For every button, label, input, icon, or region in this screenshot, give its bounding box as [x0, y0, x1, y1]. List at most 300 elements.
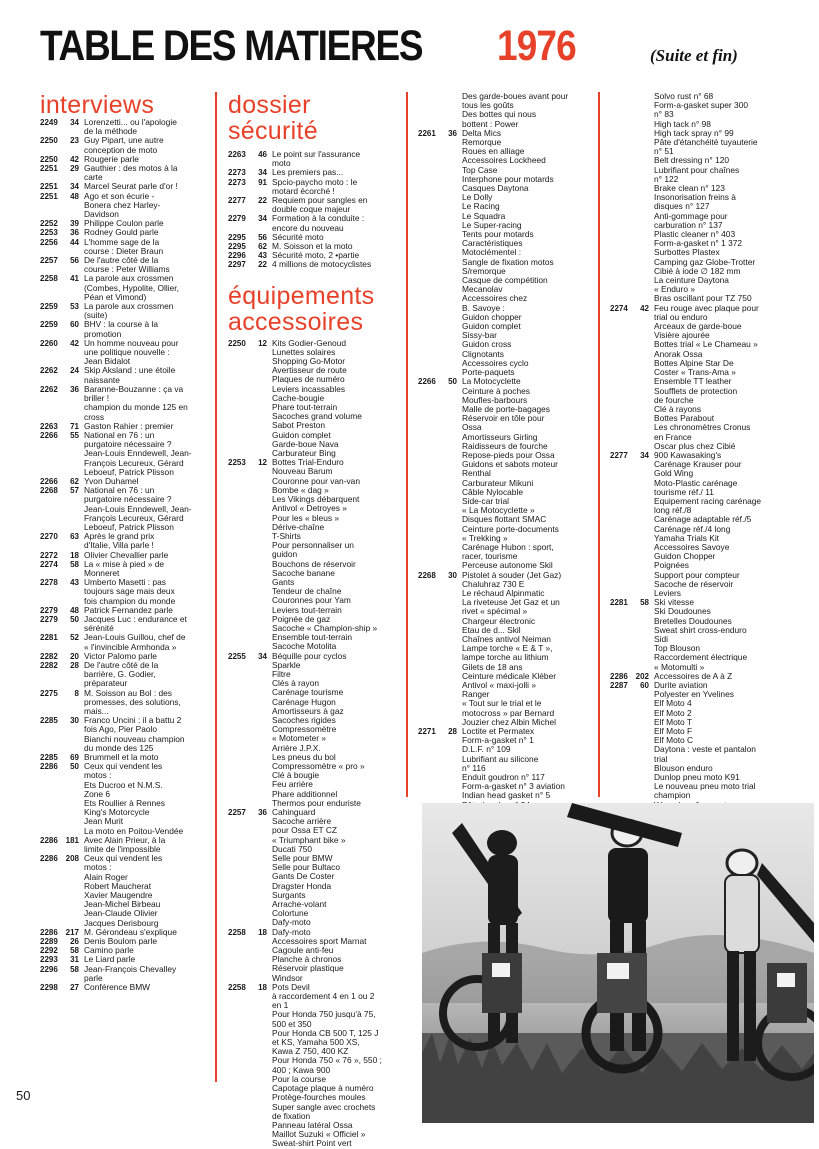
entry-line: Gants	[272, 576, 295, 587]
entry-line: Baranne-Bouzanne : ça va	[84, 383, 184, 394]
entry-line: Coster « Trans-Ama »	[654, 367, 736, 378]
entry-line: Gold Wing	[654, 468, 694, 479]
entry-line: Jean-Louis Guillou, chef de	[84, 632, 186, 643]
issue-number: 2251	[40, 164, 58, 174]
entry-line: Capotage plaque à numéro	[272, 1083, 374, 1094]
entry-line: La riveteuse Jet Gaz et un	[462, 597, 560, 608]
issue-number: 2274	[40, 559, 58, 569]
entry-line: Avertisseur de route	[272, 365, 347, 376]
issue-number: 2251	[40, 191, 58, 201]
entry-line: de fixation	[272, 1110, 311, 1121]
page-ref: 60	[70, 320, 79, 330]
page-ref: 12	[258, 338, 267, 348]
issue-number: 2261	[418, 128, 436, 138]
section-title-securite: sécurité	[228, 117, 318, 145]
page-ref: 23	[70, 136, 79, 146]
toc-entry	[40, 274, 210, 302]
entry-line: Ceux qui vendent les	[84, 761, 163, 772]
entry-line: Indian head gasket n° 5	[462, 790, 551, 801]
entry-line: parle	[84, 972, 103, 983]
entry-line: disques n° 127	[654, 201, 710, 212]
entry-line: Ceux qui vendent les	[84, 853, 163, 864]
entry-line: Insonorisation freins à	[654, 192, 736, 203]
entry-text	[84, 366, 210, 384]
entry-line: Pour personnaliser un	[272, 540, 354, 551]
entry-line: National en 76 : un	[84, 429, 155, 440]
entry-line: moto	[272, 158, 291, 169]
entry-text	[272, 928, 400, 983]
entry-line: Conférence BMW	[84, 982, 151, 993]
entry-line: à raccordement 4 en 1 ou 2	[272, 991, 375, 1002]
entry-text	[84, 486, 210, 532]
entry-line: B. Savoye :	[462, 302, 505, 313]
page-ref: 69	[70, 753, 79, 763]
entry-list	[228, 339, 400, 1149]
entry-line: Panneau latéral Ossa	[272, 1119, 353, 1130]
entry-text	[654, 92, 800, 304]
toc-entry	[40, 689, 210, 717]
entry-line: Planche à chronos	[272, 954, 342, 965]
entry-line: Ensemble tout-terrain	[272, 632, 353, 643]
entry-line: Le Super-racing	[462, 219, 522, 230]
entry-line: Top Case	[462, 164, 498, 175]
entry-line: guidon	[272, 549, 298, 560]
entry-text	[654, 598, 800, 672]
entry-line: Xavier Maugendre	[84, 890, 153, 901]
entry-line: Gaston Rahier : premier	[84, 420, 174, 431]
entry-line: Camino parle	[84, 945, 134, 956]
entry-line: Carénage Krauser pour	[654, 459, 742, 470]
entry-line: Le réchaud Alpinmatic	[462, 587, 545, 598]
entry-line: Form-a-gasket n° 1 372	[654, 238, 743, 249]
entry-line: Accessoires sport Marnat	[272, 935, 367, 946]
entry-line: Chargeur électronic	[462, 615, 536, 626]
entry-line: du monde des 125	[84, 742, 154, 753]
toc-entry	[228, 196, 400, 214]
entry-line: Kits Godier-Genoud	[272, 337, 347, 348]
entry-line: Delta Mics	[462, 127, 502, 138]
page-ref: 34	[258, 651, 267, 661]
entry-line: Pour Honda 750 « 76 », 550 ;	[272, 1055, 382, 1066]
entry-text	[84, 256, 210, 274]
entry-line: « Trekking »	[462, 532, 508, 543]
entry-line: racer, tourisme	[462, 551, 518, 562]
page-ref: 52	[70, 633, 79, 643]
issue-number: 2266	[40, 430, 58, 440]
toc-entry	[40, 164, 210, 182]
entry-list	[610, 92, 800, 819]
entry-line: Marcel Seurat parle d'or !	[84, 181, 178, 192]
entry-line: Skip Aksland : une étoile	[84, 365, 176, 376]
entry-line: Antivol « Detroyes »	[272, 503, 347, 514]
entry-line: Davidson	[84, 209, 119, 220]
entry-line: La ceinture Daytona	[654, 275, 729, 286]
entry-line: Mecanolav	[462, 284, 503, 295]
entry-line: Casques Daytona	[462, 183, 529, 194]
page-ref: 181	[65, 835, 79, 845]
entry-line: Feu rouge avec plaque pour	[654, 302, 759, 313]
entry-text	[84, 164, 210, 182]
toc-entry	[40, 339, 210, 367]
page-ref: 42	[70, 154, 79, 164]
entry-line: Ets Roullier à Rennes	[84, 798, 165, 809]
entry-line: Ago et son écurie -	[84, 190, 155, 201]
entry-line: 4 millions de motocyclistes	[272, 259, 372, 270]
section-title-dossier: dossier	[228, 91, 311, 119]
entry-line: Carénage Hugon	[272, 696, 336, 707]
entry-line: Leviers tout-terrain	[272, 604, 342, 615]
entry-line: Ceinture médicale Kléber	[462, 670, 557, 681]
entry-line: La Motocyclette	[462, 376, 521, 387]
page-ref: 202	[635, 671, 649, 681]
entry-line: Gauthier : des motos à la	[84, 163, 178, 174]
entry-line: Ducati 750	[272, 843, 313, 854]
entry-text	[272, 339, 400, 459]
issue-number: 2259	[40, 302, 58, 312]
entry-line: Jean-Michel Birbeau	[84, 899, 161, 910]
entry-line: High tack spray n° 99	[654, 127, 734, 138]
entry-text	[654, 681, 800, 819]
page-ref: 208	[65, 854, 79, 864]
entry-text	[84, 339, 210, 367]
column-interviews	[40, 92, 210, 992]
toc-entry	[418, 571, 594, 727]
issue-number: 2271	[418, 727, 436, 737]
issue-number: 2275	[40, 688, 58, 698]
issue-number: 2298	[40, 983, 58, 993]
entry-line: Lorenzetti... ou l'apologie	[84, 117, 177, 127]
entry-line: Pots Devil	[272, 981, 310, 992]
entry-line: M. Soisson au Bol : des	[84, 687, 172, 698]
issue-number: 2286	[40, 762, 58, 772]
entry-line: Clignotants	[462, 348, 504, 359]
entry-line: Jacques Luc : endurance et	[84, 613, 187, 624]
entry-line: Elf Moto C	[654, 735, 694, 746]
entry-line: Pour la course	[272, 1073, 326, 1084]
entry-line: Anti-gommage pour	[654, 210, 728, 221]
toc-entry	[40, 965, 210, 983]
entry-line: High tack n° 98	[654, 118, 711, 129]
entry-line: King's Motorcycle	[84, 807, 150, 818]
entry-line: Pour Honda CB 500 T, 125 J	[272, 1027, 379, 1038]
page-ref	[443, 92, 457, 129]
page-ref	[635, 92, 649, 304]
entry-line: Form-a-gasket n° 3 aviation	[462, 781, 565, 792]
issue-number: 2281	[610, 598, 628, 608]
entry-line: Des garde-boues avant pour	[462, 91, 569, 101]
toc-entry	[418, 129, 594, 377]
entry-line: Couronne pour van-van	[272, 475, 360, 486]
issue-number: 2250	[40, 136, 58, 146]
entry-line: Carburateur Bing	[272, 448, 336, 459]
entry-line: Ensemble TT leather	[654, 376, 732, 387]
entry-line: 900 Kawasaking's	[654, 449, 722, 460]
entry-line: (Combes, Hypolite, Ollier,	[84, 282, 179, 293]
issue-number: 2266	[40, 476, 58, 486]
entry-line: La parole aux crossmen	[84, 273, 174, 284]
entry-text	[272, 196, 400, 214]
entry-line: « Triumphant bike »	[272, 834, 346, 845]
entry-line: Ski Doudounes	[654, 606, 711, 617]
issue-number: 2274	[610, 303, 628, 313]
entry-text	[84, 560, 210, 578]
toc-entry	[40, 836, 210, 854]
entry-line: Olivier Chevallier parle	[84, 549, 169, 560]
toc-entry	[40, 256, 210, 274]
entry-text	[84, 633, 210, 651]
entry-line: Casque de compétition	[462, 275, 548, 286]
entry-line: Guidon Chopper	[654, 551, 716, 562]
entry-line: Motoclémentel :	[462, 247, 522, 258]
entry-text	[462, 92, 594, 129]
entry-line: Clé à rayons	[654, 403, 702, 414]
entry-line: Bottes Trial-Enduro	[272, 457, 344, 468]
issue-number: 2285	[40, 716, 58, 726]
entry-line: Feu arrière	[272, 779, 313, 790]
toc-entry	[40, 983, 210, 992]
entry-line: Soufflets de protection	[654, 385, 738, 396]
entry-line: Jean Murit	[84, 816, 124, 827]
entry-line: Formation à la conduite :	[272, 213, 365, 224]
page-ref: 46	[258, 150, 267, 159]
page-ref: 91	[258, 177, 267, 187]
entry-line: De l'autre côté de la	[84, 659, 159, 670]
entry-line: Réservoir en tôle pour	[462, 413, 545, 424]
entry-line: Pour les « bleus »	[272, 512, 340, 523]
entry-line: Amortisseurs à gaz	[272, 705, 344, 716]
entry-line: Repose-pieds pour Ossa	[462, 449, 555, 460]
entry-line: Accessoires cyclo	[462, 357, 529, 368]
page-ref: 30	[70, 716, 79, 726]
toc-entry	[418, 92, 594, 129]
entry-line: Dérive-chaîne	[272, 521, 325, 532]
entry-line: Des bottes qui nous	[462, 109, 537, 120]
entry-line: Accessoires de A à Z	[654, 670, 733, 681]
entry-line: n° 116	[462, 762, 486, 773]
entry-line: Sabot Preston	[272, 420, 326, 431]
entry-text	[84, 136, 210, 154]
toc-entry	[40, 560, 210, 578]
entry-line: Robert Maucherat	[84, 880, 152, 891]
entry-line: Tendeur de chaîne	[272, 586, 342, 597]
entry-line: Poignées	[654, 560, 689, 571]
entry-list	[228, 150, 400, 270]
entry-line: Moto-Plastic carénage	[654, 477, 738, 488]
entry-line: Raidisseurs de fourche	[462, 440, 548, 451]
entry-line: Sacoche banane	[272, 567, 335, 578]
entry-line: Requiem pour sangles en	[272, 195, 368, 206]
entry-line: Remorque	[462, 137, 502, 148]
entry-line: « Motomulti »	[654, 661, 705, 672]
issue-number: 2296	[228, 251, 246, 261]
section-title-accessoires: accessoires	[228, 307, 364, 336]
issue-number: 2259	[40, 320, 58, 330]
entry-line: Jean-Louis Enndewell, Jean-	[84, 503, 192, 514]
page-ref: 24	[70, 366, 79, 376]
entry-line: Malle de porte-bagages	[462, 403, 550, 414]
entry-line: en 1	[272, 1000, 289, 1011]
entry-line: Jean-Claude Olivier	[84, 908, 158, 919]
page-ref: 56	[258, 232, 267, 242]
issue-number: 2279	[40, 614, 58, 624]
entry-line: Sparkle	[272, 659, 301, 670]
entry-line: Antivol « maxi-jolli »	[462, 680, 537, 690]
entry-line: Accessoires Lockheed	[462, 155, 546, 166]
entry-line: conception de moto	[84, 144, 158, 155]
toc-entry	[610, 304, 800, 451]
page-ref: 41	[70, 274, 79, 284]
entry-line: Ranger	[462, 689, 490, 700]
entry-text	[84, 716, 210, 753]
toc-entry	[610, 598, 800, 672]
page-ref: 29	[70, 164, 79, 174]
entry-line: double coque majeur	[272, 204, 351, 215]
entry-line: en France	[654, 431, 692, 442]
entry-line: Carénage tourisme	[272, 687, 344, 698]
issue-number: 2295	[228, 242, 246, 252]
entry-line: Colortune	[272, 908, 309, 919]
entry-line: De l'autre côté de la	[84, 255, 159, 266]
page-ref: 50	[448, 377, 457, 387]
issue-number: 2277	[228, 196, 246, 206]
entry-line: toujours sage mais deux	[84, 586, 175, 597]
entry-line: Polyester en Yvelines	[654, 689, 734, 700]
entry-line: Les chronomètres Cronus	[654, 422, 751, 433]
entry-line: Yamaha Trials Kit	[654, 532, 720, 543]
entry-line: fois Ago, Pier Paolo	[84, 724, 158, 735]
toc-entry	[40, 615, 210, 633]
entry-text	[84, 302, 210, 320]
entry-line: Enduit goudron n° 117	[462, 772, 545, 783]
photo-motocross-riders	[422, 803, 814, 1123]
entry-line: Couronnes pour Yam	[272, 595, 351, 606]
entry-line: Leboeuf, Patrick Plisson	[84, 521, 174, 532]
entry-text	[84, 118, 210, 136]
toc-entry	[40, 661, 210, 689]
entry-line: Bretelles Doudounes	[654, 615, 732, 626]
entry-line: Victor Palomo parle	[84, 650, 157, 661]
toc-entry	[40, 431, 210, 477]
issue-number: 2286	[610, 671, 628, 681]
issue-number: 2286	[40, 854, 58, 864]
entry-line: Cagoule anti-feu	[272, 945, 334, 956]
entry-line: Plastic cleaner n° 403	[654, 229, 736, 240]
entry-text	[272, 652, 400, 808]
entry-line: Sacoche « Champion-ship »	[272, 622, 378, 633]
issue-number: 2258	[40, 274, 58, 284]
entry-list	[40, 118, 210, 992]
entry-text	[84, 238, 210, 256]
entry-line: Raccordement électrique	[654, 652, 748, 663]
entry-line: Béquille pour cyclos	[272, 650, 347, 661]
toc-entry	[40, 532, 210, 550]
page-number: 50	[16, 1088, 31, 1103]
entry-line: de fourche	[654, 394, 694, 405]
entry-line: Dragster Honda	[272, 880, 332, 891]
entry-line: Porte-paquets	[462, 367, 515, 378]
entry-text	[462, 129, 594, 377]
entry-line: Après le grand prix	[84, 531, 155, 542]
entry-line: Pistolet à souder (Jet Gaz)	[462, 569, 562, 580]
page-ref: 58	[640, 598, 649, 608]
toc-entry	[40, 238, 210, 256]
entry-line: Protège-fourches moules	[272, 1092, 366, 1103]
toc-entry	[228, 652, 400, 808]
entry-line: Form-a-gasket n° 1	[462, 735, 534, 746]
page-ref: 43	[258, 251, 267, 261]
entry-text	[272, 458, 400, 651]
entry-line: Bombe « dag »	[272, 484, 329, 495]
entry-line: Les premiers pas...	[272, 167, 344, 178]
issue-number: 2263	[40, 421, 58, 431]
issue-number: 2250	[228, 338, 246, 348]
entry-line: Jouzier chez Albin Michel	[462, 716, 557, 727]
entry-line: Zone 6	[84, 788, 111, 799]
column-dossier-equipements	[228, 92, 400, 1149]
entry-line: « l'invincible Armhonda »	[84, 641, 177, 652]
page-ref: 58	[70, 559, 79, 569]
entry-line: Sweat-shirt Point vert	[272, 1138, 352, 1149]
entry-line: Ceinture à poches	[462, 385, 530, 396]
entry-line: Bouchons de réservoir	[272, 558, 356, 569]
page-ref: 58	[70, 964, 79, 974]
issue-number: 2297	[228, 260, 246, 270]
issue-number: 2268	[418, 570, 436, 580]
toc-entry	[228, 260, 400, 269]
page-ref: 12	[258, 458, 267, 468]
entry-line: Les Vikings débarquent	[272, 494, 360, 505]
page-ref: 42	[640, 303, 649, 313]
entry-line: Side-car trial	[462, 495, 510, 506]
entry-line: et KS, Yamaha 500 XS,	[272, 1037, 360, 1048]
entry-text	[654, 304, 800, 451]
issue-number: 2272	[40, 550, 58, 560]
page-ref: 34	[70, 182, 79, 192]
issue-number: 2292	[40, 946, 58, 956]
entry-line: Pour Honda 750 jusqu'à 75,	[272, 1009, 376, 1020]
toc-entry	[40, 302, 210, 320]
page-ref: 22	[258, 260, 267, 270]
entry-text	[654, 451, 800, 598]
entry-line: naissante	[84, 374, 120, 385]
entry-line: Camping gaz Globe-Trotter	[654, 256, 756, 267]
entry-line: Câble Nylocable	[462, 486, 523, 497]
entry-text	[84, 274, 210, 302]
entry-line: Bottes trial « Le Chameau »	[654, 339, 758, 350]
entry-line: Filtre	[272, 668, 291, 679]
entry-line: course : Peter Williams	[84, 264, 170, 275]
entry-line: Guidon complet	[272, 429, 331, 440]
entry-line: encore du nouveau	[272, 222, 344, 233]
page-ref: 26	[70, 937, 79, 947]
page-ref: 31	[70, 955, 79, 965]
entry-line: barrière, G. Godier,	[84, 669, 156, 680]
entry-line: Arrière J.P.X.	[272, 742, 321, 753]
issue-number: 2273	[228, 168, 246, 178]
entry-line: champion	[654, 790, 691, 801]
issue-number: 2293	[40, 955, 58, 965]
entry-line: BHV : la course à la	[84, 319, 159, 330]
entry-line: Carénage adaptable réf./5	[654, 514, 752, 525]
entry-line: Clés à rayon	[272, 678, 320, 689]
entry-line: Sacoche arrière	[272, 816, 332, 827]
entry-line: Oscar plus chez Cibié	[654, 440, 736, 451]
toc-entry	[40, 136, 210, 154]
toc-entry	[228, 458, 400, 651]
entry-line: Anorak Ossa	[654, 348, 703, 359]
entry-line: Sweat shirt cross-enduro	[654, 624, 747, 635]
entry-line: Phare tout-terrain	[272, 402, 338, 413]
